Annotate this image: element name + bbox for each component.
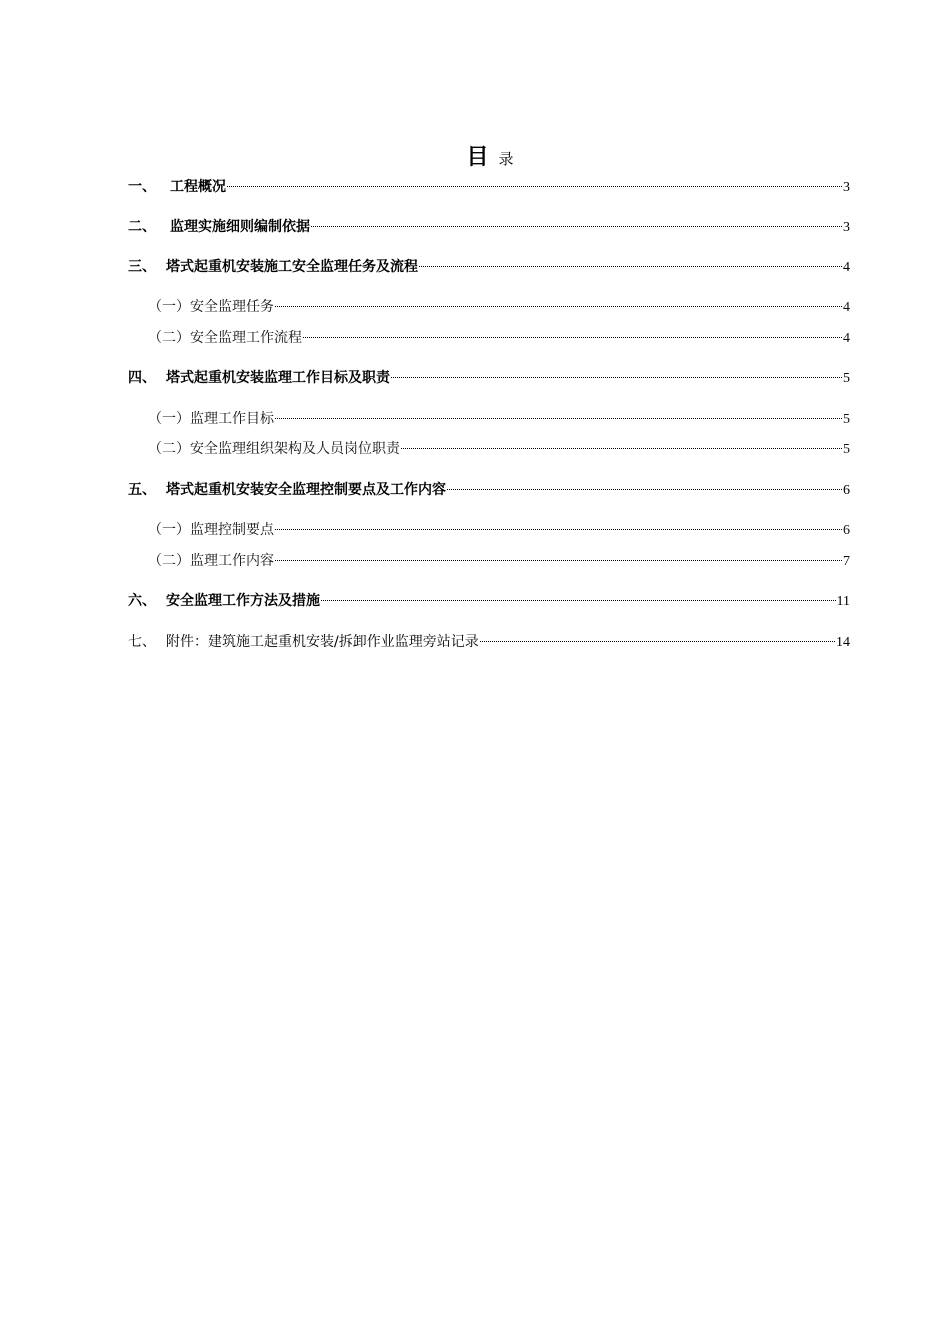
toc-entry[interactable] [128,587,850,615]
dot-leader [401,447,842,449]
toc-entry-number: 五、 [128,482,156,498]
toc-entry-label: 塔式起重机安装施工安全监理任务及流程 [166,259,418,275]
toc-subentry[interactable] [128,516,850,544]
dot-leader [321,599,836,601]
dot-leader [227,185,842,187]
toc-entry-number: （一） [148,411,190,427]
toc-entry-page: 14 [836,635,850,650]
toc-entry[interactable] [128,173,850,201]
toc-entry-label: 工程概况 [170,179,226,195]
dot-leader [275,305,842,307]
toc-entry-page: 3 [843,220,850,235]
toc-title-sub: 录 [498,150,514,168]
toc-subentry[interactable] [128,435,850,463]
toc-entry-label: 安全监理组织架构及人员岗位职责 [190,441,400,457]
toc-entry[interactable] [128,628,850,656]
toc-subentry[interactable] [128,324,850,352]
toc-subentry[interactable] [128,293,850,321]
toc-entry-number: （二） [148,330,190,346]
toc-entry-number: 二、 [128,219,156,235]
toc-entry-label: 监理实施细则编制依据 [170,219,310,235]
toc-entry-page: 6 [843,483,850,498]
toc-entry-label: 塔式起重机安装安全监理控制要点及工作内容 [166,482,446,498]
toc-entry-number: 一、 [128,179,156,195]
dot-leader [480,640,835,642]
toc-entry-label: 安全监理工作流程 [190,330,302,346]
toc-entry-label: 监理工作目标 [190,411,274,427]
toc-entry[interactable] [128,213,850,241]
toc-entry-number: 七、 [128,634,156,650]
toc-entry-number: 六、 [128,593,156,609]
toc-entry-page: 5 [843,371,850,386]
toc-entry-page: 4 [843,300,850,315]
toc-entry-number: 四、 [128,370,156,386]
toc-entry-page: 7 [843,554,850,569]
toc-entry-page: 11 [836,594,850,609]
toc-title [0,140,950,171]
toc-entry-label: 监理工作内容 [190,553,274,569]
toc-entry-number: （一） [148,299,190,315]
toc-entry-page: 6 [843,523,850,538]
toc-entry-number: （二） [148,553,190,569]
dot-leader [275,417,842,419]
dot-leader [447,488,842,490]
dot-leader [311,225,842,227]
toc-entry-page: 5 [843,412,850,427]
toc-entry-label: 附件：建筑施工起重机安装/拆卸作业监理旁站记录 [166,634,479,650]
toc-entry-label: 安全监理任务 [190,299,274,315]
dot-leader [303,336,842,338]
toc-entry-label: 安全监理工作方法及措施 [166,593,320,609]
dot-leader [275,559,842,561]
toc-entry-number: 三、 [128,259,156,275]
dot-leader [275,528,842,530]
toc-entry-page: 3 [843,180,850,195]
toc-subentry[interactable] [128,405,850,433]
toc-subentry[interactable] [128,547,850,575]
toc-entry-page: 4 [843,331,850,346]
toc-entry-page: 5 [843,442,850,457]
toc-entry-page: 4 [843,260,850,275]
dot-leader [391,376,842,378]
toc-entry[interactable] [128,253,850,281]
dot-leader [419,265,842,267]
toc-entry[interactable] [128,476,850,504]
toc-title-main: 目 [466,145,489,170]
toc-entry-number: （一） [148,522,190,538]
toc-entry-number: （二） [148,441,190,457]
toc-entry[interactable] [128,364,850,392]
toc-entry-label: 监理控制要点 [190,522,274,538]
toc-entry-label: 塔式起重机安装监理工作目标及职责 [166,370,390,386]
